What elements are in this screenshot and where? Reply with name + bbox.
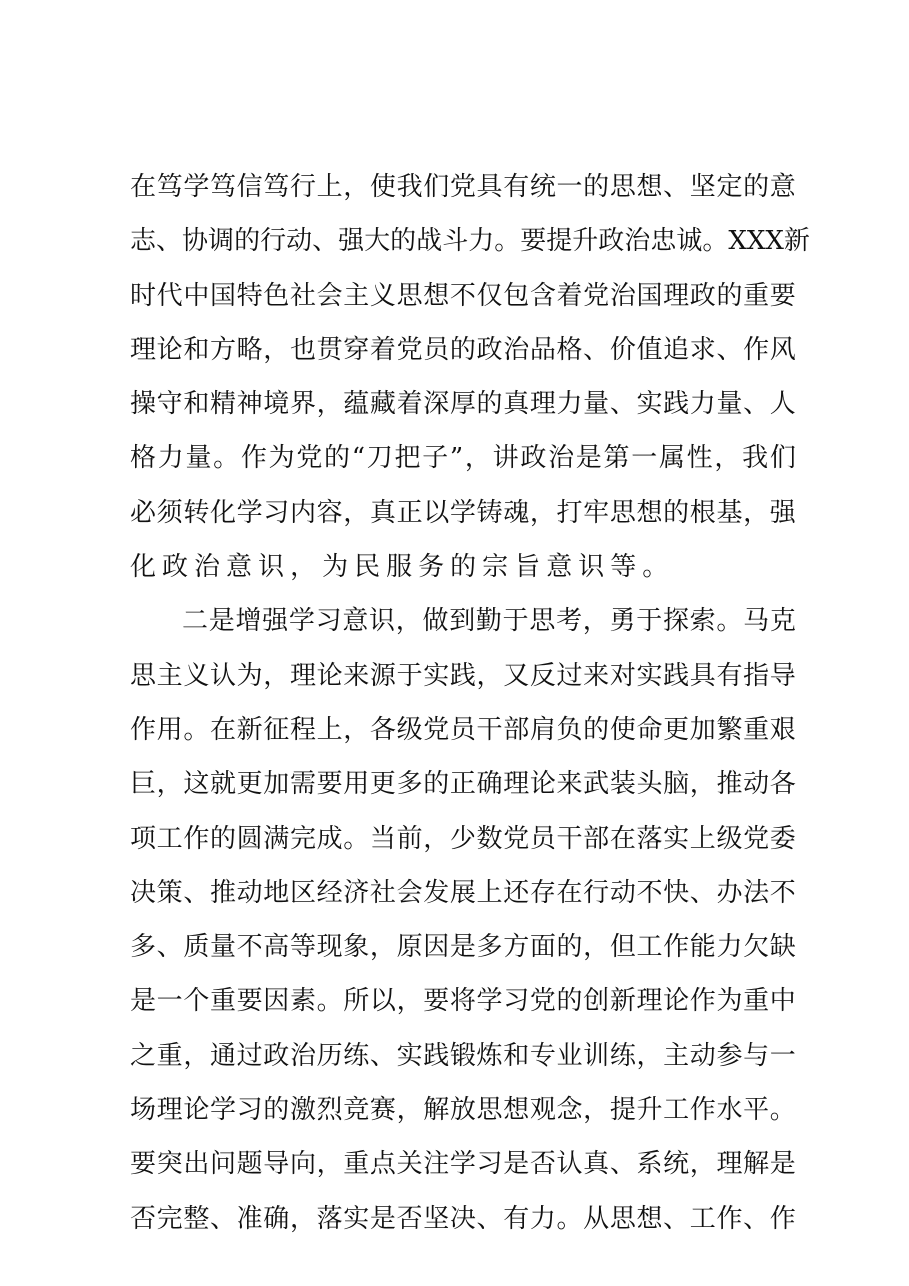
text-line: 决 策 、 推 动 地 区 经 济 社 会 发 展 上 还 存 在 行 动 不 快 、 办 法 不 bbox=[130, 877, 796, 908]
text-line: 思 主 义 认 为 ， 理 论 来 源 于 实 践 ， 又 反 过 来 对 实 践 具 有 指 导 bbox=[130, 660, 796, 691]
text-line: 要 突 出 问 题 导 向 ， 重 点 关 注 学 习 是 否 认 真 、 系 统 ， 理 解 是 bbox=[130, 1149, 796, 1180]
paragraph-1 bbox=[130, 160, 810, 594]
text-line: 理 论 和 方 略 ， 也 贯 穿 着 党 员 的 政 治 品 格 、 价 值 追 求 、 作 风 bbox=[130, 334, 796, 365]
text-line: 化 政 治 意 识 ， 为 民 服 务 的 宗 旨 意 识 等 。 bbox=[130, 552, 675, 583]
paragraph-2 bbox=[130, 594, 796, 1246]
document-body bbox=[130, 160, 810, 1246]
text-line: 志 、 协 调 的 行 动 、 强 大 的 战 斗 力 。 要 提 升 政 治 忠 诚 。 XXX 新 bbox=[130, 226, 810, 257]
text-line: 否 完 整 、 准 确 ， 落 实 是 否 坚 决 、 有 力 。 从 思 想 、 工 作 、 作 bbox=[130, 1203, 796, 1234]
text-line: 作 用 。 在 新 征 程 上 ， 各 级 党 员 干 部 肩 负 的 使 命 更 加 繁 重 艰 bbox=[130, 714, 796, 745]
text-line: 格 力 量 。 作 为 党 的 “ 刀 把 子 ” ， 讲 政 治 是 第 一 属 性 ， 我 们 bbox=[130, 443, 796, 474]
text-line: 操 守 和 精 神 境 界 ， 蕴 藏 着 深 厚 的 真 理 力 量 、 实 践 力 量 、 人 bbox=[130, 389, 796, 420]
text-line: 时 代 中 国 特 色 社 会 主 义 思 想 不 仅 包 含 着 党 治 国 理 政 的 重 要 bbox=[130, 280, 796, 311]
text-line: 二 是 增 强 学 习 意 识 ， 做 到 勤 于 思 考 ， 勇 于 探 索 。 马 克 bbox=[182, 606, 796, 637]
text-line: 项 工 作 的 圆 满 完 成 。 当 前 ， 少 数 党 员 干 部 在 落 实 上 级 党 委 bbox=[130, 823, 796, 854]
text-line: 多 、 质 量 不 高 等 现 象 ， 原 因 是 多 方 面 的 ， 但 工 作 能 力 欠 缺 bbox=[130, 932, 796, 963]
text-line: 是 一 个 重 要 因 素 。 所 以 ， 要 将 学 习 党 的 创 新 理 论 作 为 重 中 bbox=[130, 986, 796, 1017]
text-line: 场 理 论 学 习 的 激 烈 竞 赛 ， 解 放 思 想 观 念 ， 提 升 工 作 水 平 。 bbox=[130, 1095, 796, 1126]
text-line: 之 重 ， 通 过 政 治 历 练 、 实 践 锻 炼 和 专 业 训 练 ， 主 动 参 与 一 bbox=[130, 1040, 796, 1071]
text-line: 巨 ， 这 就 更 加 需 要 用 更 多 的 正 确 理 论 来 武 装 头 脑 ， 推 动 各 bbox=[130, 769, 796, 800]
text-line: 必 须 转 化 学 习 内 容 ， 真 正 以 学 铸 魂 ， 打 牢 思 想 的 根 基 ， 强 bbox=[130, 497, 796, 528]
text-line: 在 笃 学 笃 信 笃 行 上 ， 使 我 们 党 具 有 统 一 的 思 想 、 坚 定 的 意 bbox=[130, 172, 796, 202]
